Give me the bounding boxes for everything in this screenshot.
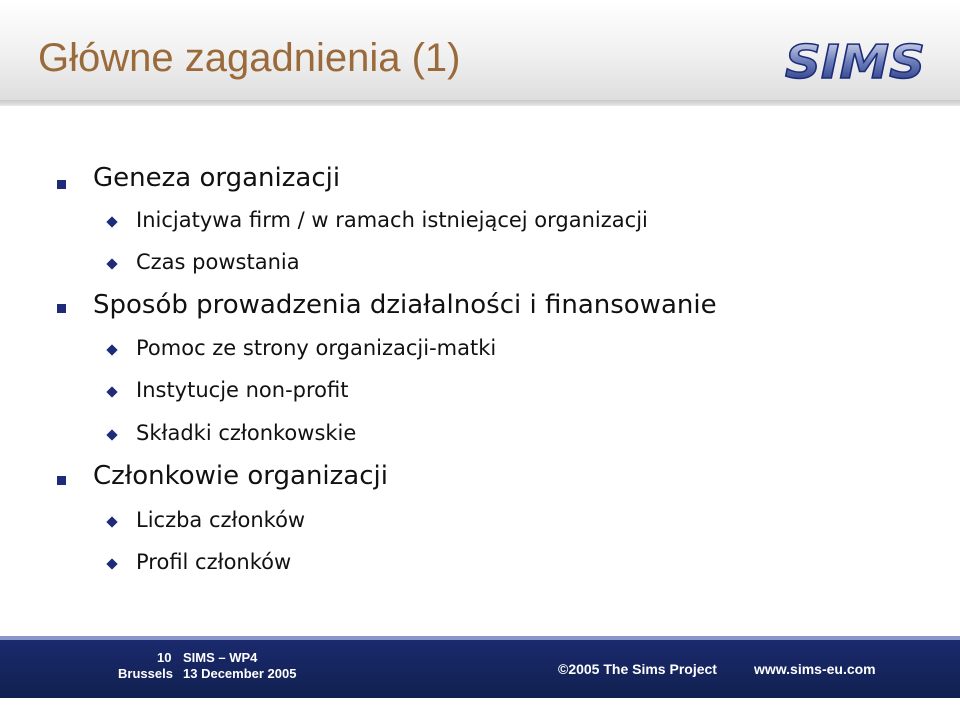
- footer-project: SIMS – WP4: [183, 650, 258, 665]
- bullet-diamond-icon: [106, 344, 117, 355]
- bullet-sposob: Sposób prowadzenia działalności i finansowanie: [93, 290, 717, 320]
- bullet-diamond-icon: [106, 558, 117, 569]
- logo-text: SIMS: [785, 35, 925, 88]
- bullet-diamond-icon: [106, 386, 117, 397]
- sub-bullet-czas: Czas powstania: [136, 250, 300, 274]
- slide-title: Główne zagadnienia (1): [38, 36, 461, 80]
- bullet-diamond-icon: [106, 258, 117, 269]
- page-number: 10: [157, 650, 172, 665]
- bullet-czlonkowie: Członkowie organizacji: [93, 461, 388, 491]
- bullet-diamond-icon: [106, 216, 117, 227]
- bullet-square-icon: [57, 180, 66, 189]
- sub-bullet-liczba: Liczba członków: [136, 508, 306, 532]
- footer-location: Brussels: [118, 666, 173, 681]
- bullet-geneza: Geneza organizacji: [93, 163, 341, 193]
- header-divider: [0, 100, 960, 106]
- bullet-square-icon: [57, 304, 66, 313]
- sub-bullet-skladki: Składki członkowskie: [136, 421, 357, 445]
- footer-date: 13 December 2005: [183, 666, 297, 681]
- sub-bullet-profil: Profil członków: [136, 550, 292, 574]
- bullet-diamond-icon: [106, 516, 117, 527]
- sub-bullet-instytucje: Instytucje non-profit: [136, 378, 349, 402]
- bullet-square-icon: [57, 476, 66, 485]
- sims-logo: [780, 30, 930, 88]
- footer-margin: [0, 698, 960, 720]
- footer-copyright: ©2005 The Sims Project: [558, 661, 717, 677]
- sub-bullet-inicjatywa: Inicjatywa firm / w ramach istniejącej organizacji: [136, 208, 648, 232]
- bullet-diamond-icon: [106, 429, 117, 440]
- footer-website: www.sims-eu.com: [754, 661, 876, 677]
- sub-bullet-pomoc: Pomoc ze strony organizacji-matki: [136, 336, 497, 360]
